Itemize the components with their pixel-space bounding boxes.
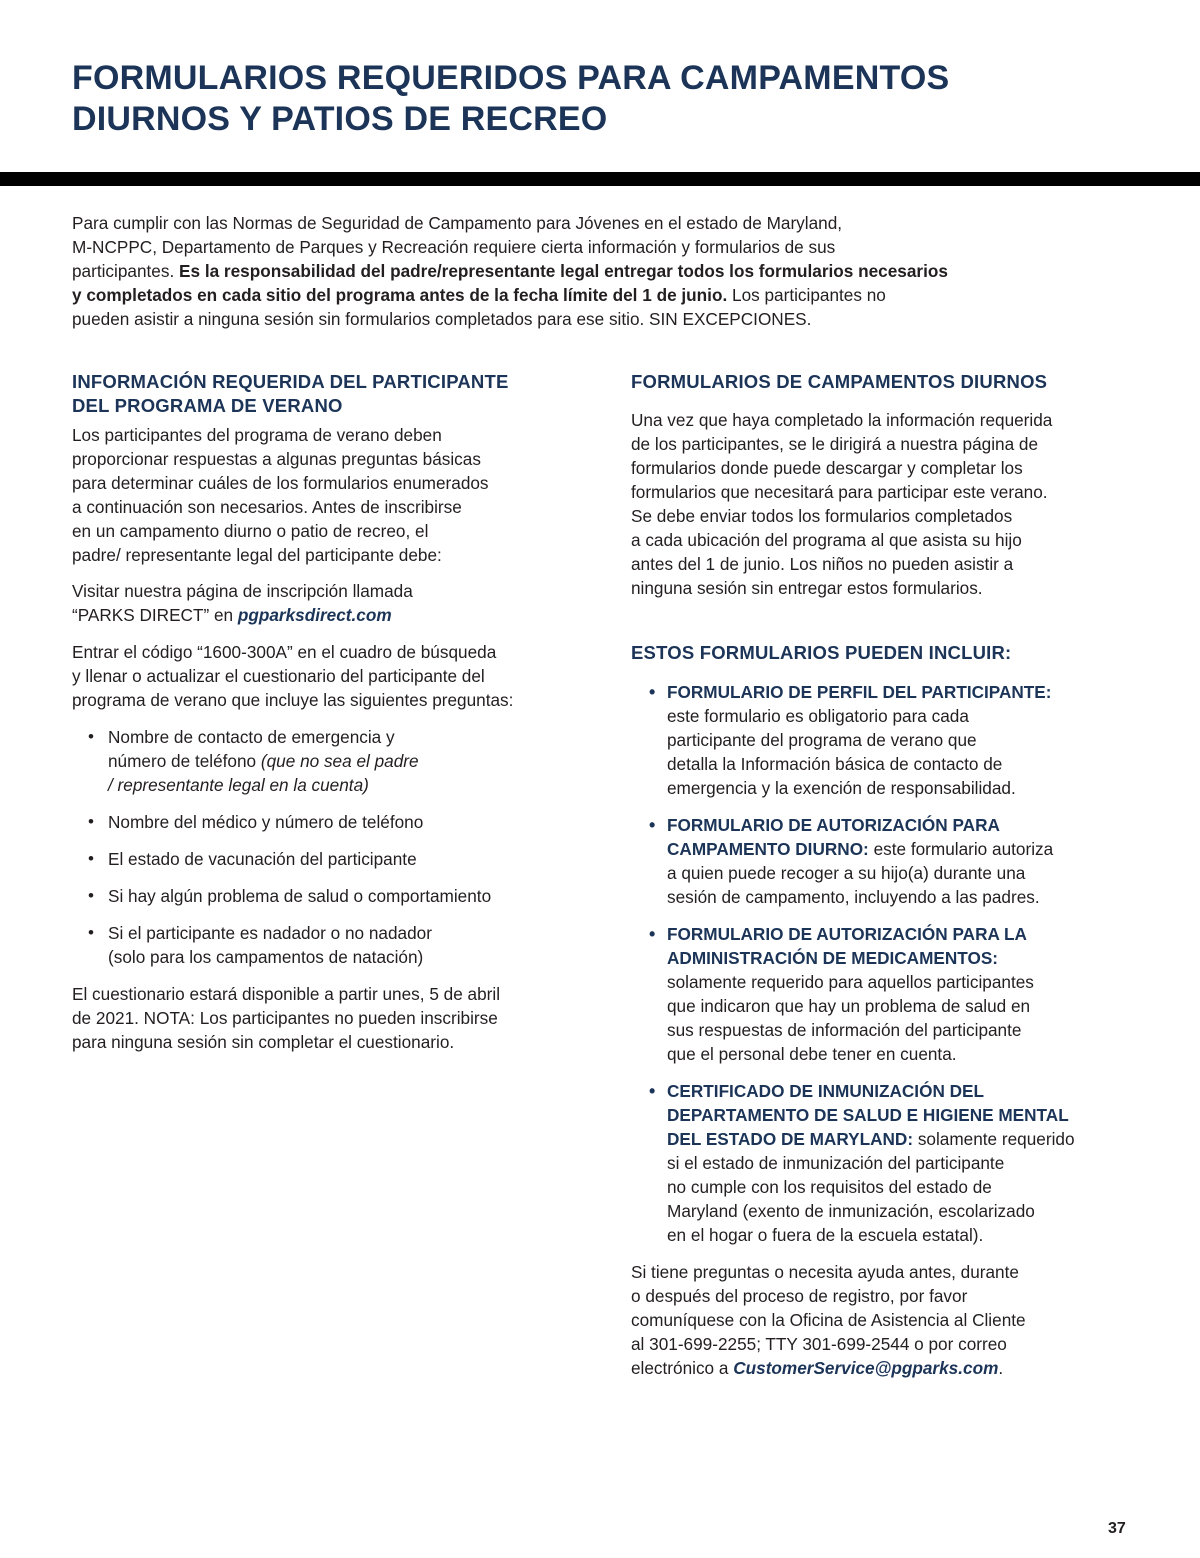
page-number: 37 xyxy=(1108,1520,1126,1537)
list-item xyxy=(631,922,1121,1066)
list-item xyxy=(72,725,562,797)
list-item: • El estado de vacunación del participante xyxy=(72,847,562,871)
day-camp-forms-heading: FORMULARIOS DE CAMPAMENTOS DIURNOS xyxy=(631,371,1048,392)
contact-text: Si tiene preguntas o necesita ayuda antes, durante o después del proceso de registro, por favor comuníquese con la Oficina de Asistencia al Cliente al 301-699-2255; TTY 301-699-2544 o por correo electrónico a xyxy=(631,1262,1026,1378)
parks-direct-text: Visitar nuestra página de inscripción llamada “PARKS DIRECT” en xyxy=(72,581,413,625)
question-text: Nombre de contacto de emergencia y número de teléfono xyxy=(108,727,395,771)
list-item: • Si el participante es nadador o no nadador (solo para los campamentos de natación) xyxy=(72,921,562,969)
parks-direct-paragraph xyxy=(72,579,562,627)
questions-list xyxy=(72,725,562,969)
title-divider-bar xyxy=(0,172,1200,186)
list-item: • Nombre del médico y número de teléfono xyxy=(72,810,562,834)
questionnaire-note-paragraph: El cuestionario estará disponible a partir unes, 5 de abril de 2021. NOTA: Los participantes no pueden inscribirse para ninguna sesión sin completar el cuestionario. xyxy=(72,984,501,1052)
form-name: CERTIFICADO DE INMUNIZACIÓN DEL DEPARTAMENTO DE SALUD E HIGIENE MENTAL DEL ESTADO DE MARYLAND: xyxy=(667,1081,1069,1149)
intro-paragraph xyxy=(72,211,972,331)
form-description: solamente requerido para aquellos participantes que indicaron que hay un problema de salud en sus respuestas de información del participante que el personal debe tener en cuenta. xyxy=(667,972,1034,1064)
day-camp-forms-paragraph: Una vez que haya completado la información requerida de los participantes, se le dirigirá a nuestra página de formularios donde puede descargar y completar los formularios que necesitará para participar este verano. Se debe enviar todos los formularios completados a cada ubicación del programa al que asista su hijo antes del 1 de junio. Los niños no pueden asistir a ninguna sesión sin entregar estos formularios. xyxy=(631,410,1053,598)
forms-list xyxy=(631,680,1121,1247)
contact-paragraph xyxy=(631,1260,1121,1380)
search-code-paragraph: Entrar el código “1600-300A” en el cuadro de búsqueda y llenar o actualizar el cuestionario del participante del programa de verano que incluye las siguientes preguntas: xyxy=(72,642,514,710)
left-column xyxy=(72,370,562,1054)
right-column xyxy=(631,370,1121,1380)
contact-end: . xyxy=(998,1358,1004,1378)
intro-bold-text: Es la responsabilidad del padre/representante legal entregar todos los formularios necesarios y completados en cada sitio del programa antes de la fecha límite del 1 de junio. xyxy=(72,261,948,305)
page-title: FORMULARIOS REQUERIDOS PARA CAMPAMENTOS DIURNOS Y PATIOS DE RECREO xyxy=(72,59,950,138)
form-name: FORMULARIO DE AUTORIZACIÓN PARA CAMPAMENTO DIURNO: xyxy=(667,815,1000,859)
list-item xyxy=(631,1079,1121,1247)
intro-text-end: Los participantes no pueden asistir a ninguna sesión sin formularios completados para ese sitio. SIN EXCEPCIONES. xyxy=(72,285,886,329)
form-name: FORMULARIO DE PERFIL DEL PARTICIPANTE: xyxy=(667,682,1052,702)
form-name: FORMULARIO DE AUTORIZACIÓN PARA LA ADMINISTRACIÓN DE MEDICAMENTOS: xyxy=(667,924,1027,968)
form-description: este formulario autoriza a quien puede recoger a su hijo(a) durante una sesión de campamento, incluyendo a las padres. xyxy=(667,839,1054,907)
pgparksdirect-link[interactable]: pgparksdirect.com xyxy=(237,605,392,625)
customer-service-email-link[interactable]: CustomerService@pgparks.com xyxy=(733,1358,999,1378)
question-note: (que no sea el padre / representante legal en la cuenta) xyxy=(108,751,419,795)
list-item: • Si hay algún problema de salud o comportamiento xyxy=(72,884,562,908)
list-item xyxy=(631,680,1121,800)
list-item xyxy=(631,813,1121,909)
form-description: este formulario es obligatorio para cada participante del programa de verano que detalla la Información básica de contacto de emergencia y la exención de responsabilidad. xyxy=(667,706,1016,798)
participant-info-heading: INFORMACIÓN REQUERIDA DEL PARTICIPANTE DEL PROGRAMA DE VERANO xyxy=(72,371,509,416)
participant-info-paragraph: Los participantes del programa de verano deben proporcionar respuestas a algunas preguntas básicas para determinar cuáles de los formularios enumerados a continuación son necesarios. Antes de inscribirse en un campamento diurno o patio de recreo, el padre/ representante legal del participante debe: xyxy=(72,425,489,565)
forms-may-include-heading: ESTOS FORMULARIOS PUEDEN INCLUIR: xyxy=(631,642,1012,663)
form-description: solamente requerido si el estado de inmunización del participante no cumple con los requisitos del estado de Maryland (exento de inmunización, escolarizado en el hogar o fuera de la escuela estatal). xyxy=(667,1129,1075,1245)
intro-text: Para cumplir con las Normas de Seguridad de Campamento para Jóvenes en el estado de Maryland, M-NCPPC, Departamento de Parques y Recreación requiere cierta información y formularios de sus participantes. xyxy=(72,213,843,281)
